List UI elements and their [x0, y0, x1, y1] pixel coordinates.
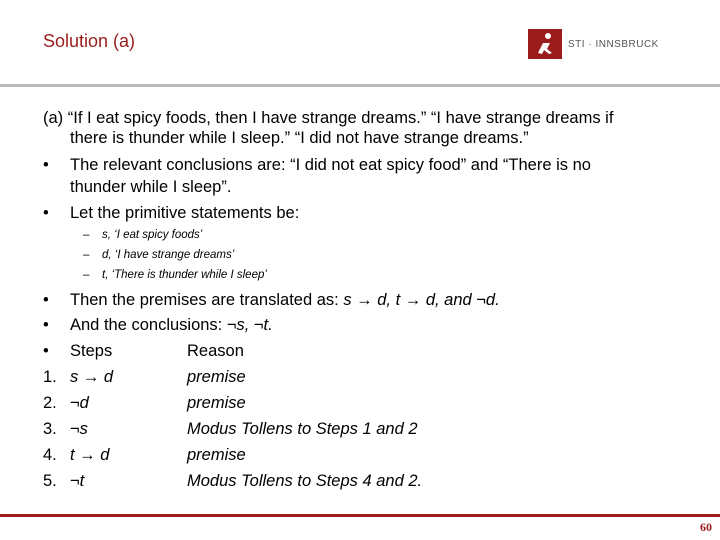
sub-item-d: d, ‘I have strange dreams’	[102, 249, 235, 261]
step-number: 1.	[43, 368, 57, 386]
sub-item-s: s, ‘I eat spicy foods’	[102, 229, 203, 241]
step-reason: Modus Tollens to Steps 1 and 2	[187, 420, 418, 438]
bullet-conclusions	[70, 315, 273, 335]
step-formula: s → d	[70, 368, 114, 386]
step-reason: premise	[187, 394, 246, 412]
step-formula: ¬t	[70, 472, 85, 490]
bullet-marker: •	[43, 342, 49, 360]
slide-title: Solution (a)	[43, 31, 136, 51]
step-formula: ¬s	[70, 420, 88, 438]
footer-divider	[0, 514, 720, 517]
bullet-conclusions-line-2: thunder while I sleep”.	[70, 178, 232, 196]
sub-dash: –	[83, 229, 90, 241]
sub-item-t: t, ‘There is thunder while I sleep’	[102, 269, 267, 281]
sti-logo	[528, 29, 659, 59]
conclusions-prefix: And the conclusions:	[70, 316, 227, 334]
step-reason: premise	[187, 446, 246, 464]
reason-header: Reason	[187, 342, 244, 360]
bullet-premises	[70, 290, 500, 310]
step-reason: premise	[187, 368, 246, 386]
premises-formula: s → d, t → d, and ¬d.	[343, 291, 500, 309]
sub-dash: –	[83, 269, 90, 281]
bullet-primitive-statements: Let the primitive statements be:	[70, 204, 300, 222]
bullet-marker: •	[43, 291, 49, 309]
step-formula: t → d	[70, 446, 110, 464]
step-number: 4.	[43, 446, 57, 464]
header-divider	[0, 84, 720, 87]
steps-header: Steps	[70, 342, 113, 360]
intro-line-2: there is thunder while I sleep.” “I did not have strange dreams.”	[70, 129, 529, 147]
conclusions-formula: ¬s, ¬t.	[226, 316, 273, 334]
premises-prefix: Then the premises are translated as:	[70, 291, 344, 309]
step-number: 2.	[43, 394, 57, 412]
bullet-marker: •	[43, 316, 49, 334]
bullet-marker: •	[43, 156, 49, 174]
step-number: 3.	[43, 420, 57, 438]
bullet-conclusions-line-1: The relevant conclusions are: “I did not eat spicy food” and “There is no	[70, 156, 591, 174]
sub-dash: –	[83, 249, 90, 261]
page-number: 60	[700, 520, 712, 534]
bullet-marker: •	[43, 204, 49, 222]
step-formula: ¬d	[70, 394, 89, 412]
sti-logo-icon	[528, 29, 562, 59]
step-number: 5.	[43, 472, 57, 490]
sti-logo-text: STI · INNSBRUCK	[568, 38, 659, 50]
intro-line-1: (a) “If I eat spicy foods, then I have strange dreams.” “I have strange dreams if	[43, 109, 614, 127]
step-reason: Modus Tollens to Steps 4 and 2.	[187, 472, 423, 490]
